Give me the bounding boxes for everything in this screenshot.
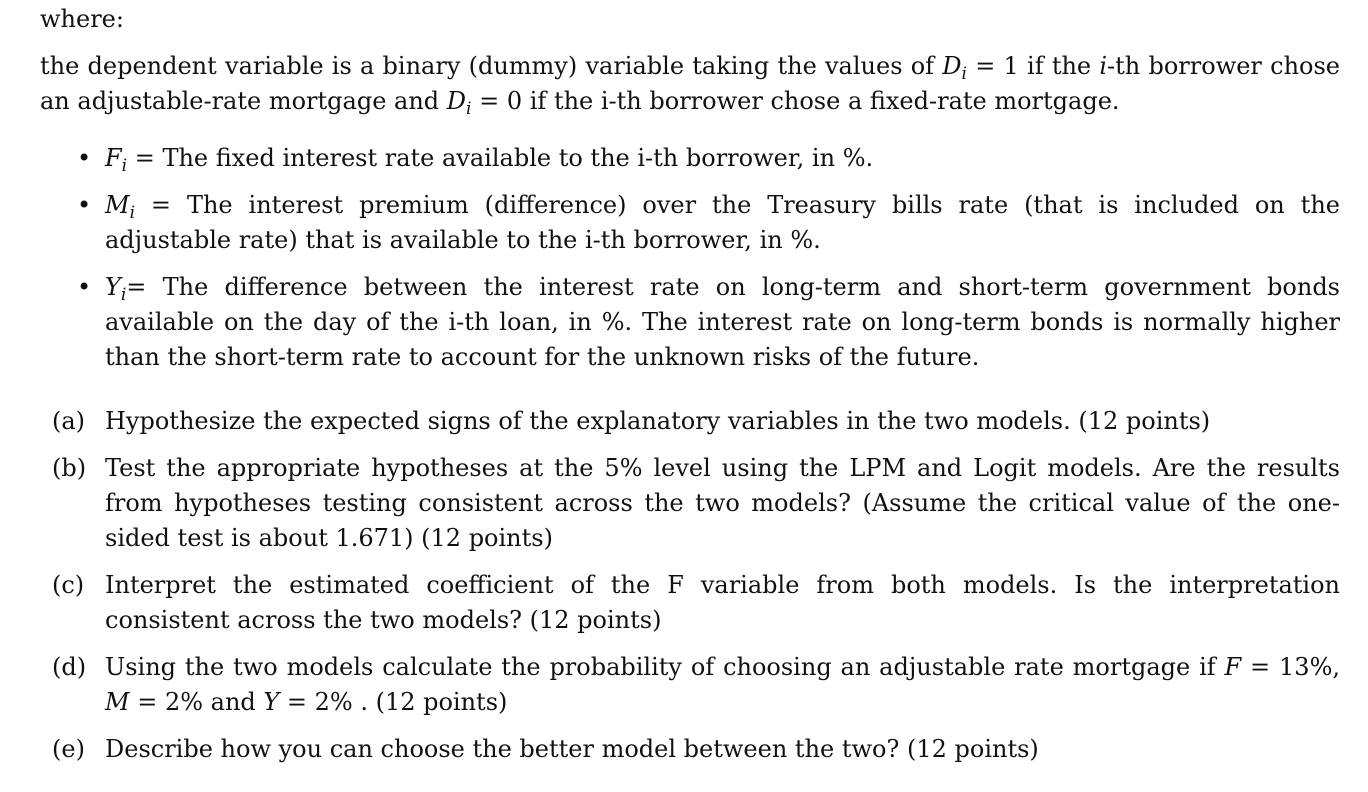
document-page	[40, 2, 1340, 779]
var-m-definition: = The interest premium (difference) over the Treasury bills rate (that is included on the adjustable rate) that is available to the i-th borrower, in %.	[105, 191, 1340, 254]
question-label: (d)	[52, 653, 87, 681]
var-m-subscript: i	[129, 203, 136, 223]
var-d: D	[942, 52, 962, 80]
question-label: (c)	[52, 571, 85, 599]
question-a	[52, 404, 1340, 439]
question-text-part: = 2% . (12 points)	[279, 688, 508, 716]
question-b	[52, 451, 1340, 556]
var-f-subscript: i	[121, 156, 128, 176]
var-m-inline: M	[105, 688, 130, 716]
ith-index: i	[1099, 52, 1108, 80]
bullet-marker: •	[77, 273, 92, 301]
intro-text-2: -th borrower chose an adjustable-rate mortgage and	[40, 52, 1340, 115]
var-y-definition: = The difference between the interest rate on long-term and short-term government bonds available on the day of the i-th loan, in %. The interest rate on long-term bonds is normally higher than the short-term rate to account for the unknown risks of the future.	[105, 273, 1340, 371]
var-d-second: D	[446, 87, 467, 115]
variable-definitions-list	[40, 141, 1340, 375]
var-d-second-subscript: i	[466, 99, 472, 119]
question-label: (a)	[52, 407, 86, 435]
var-d-subscript: i	[961, 64, 967, 84]
bullet-marker: •	[77, 191, 92, 219]
intro-eq-zero: = 0 if the i-th borrower chose a fixed-rate mortgage.	[471, 87, 1120, 115]
question-e	[52, 732, 1340, 767]
intro-eq-one: = 1 if the	[966, 52, 1100, 80]
variable-definition-y	[77, 270, 1340, 375]
intro-text-1: the dependent variable is a binary (dummy) variable taking the values of	[40, 52, 943, 80]
question-text: Interpret the estimated coefficient of the F variable from both models. Is the interpretation consistent across the two models? (12 points)	[105, 571, 1340, 634]
question-label: (e)	[52, 735, 85, 763]
var-y-subscript: i	[120, 285, 127, 305]
intro-paragraph	[40, 49, 1340, 119]
where-label: where:	[40, 5, 124, 33]
question-text: Test the appropriate hypotheses at the 5% level using the LPM and Logit models. Are the results from hypotheses testing consistent across the two models? (Assume the critical value of the one-sided test is about 1.671) (12 points)	[105, 454, 1340, 552]
variable-definition-m	[77, 188, 1340, 258]
question-text-part: Using the two models calculate the probability of choosing an adjustable rate mortgage if	[105, 653, 1225, 681]
question-d	[52, 650, 1340, 720]
var-f: F	[105, 144, 122, 172]
var-f-definition: = The fixed interest rate available to the i-th borrower, in %.	[127, 144, 874, 172]
question-text-part: = 2% and	[129, 688, 264, 716]
var-y: Y	[105, 273, 121, 301]
question-text: Describe how you can choose the better model between the two? (12 points)	[105, 735, 1039, 763]
question-text-part: = 13%,	[1241, 653, 1340, 681]
var-y-inline: Y	[263, 688, 280, 716]
bullet-marker: •	[77, 144, 92, 172]
variable-definition-f	[77, 141, 1340, 176]
var-f-inline: F	[1224, 653, 1242, 681]
question-label: (b)	[52, 454, 87, 482]
question-text: Hypothesize the expected signs of the explanatory variables in the two models. (12 points)	[105, 407, 1211, 435]
question-c	[52, 568, 1340, 638]
questions-list	[40, 404, 1340, 767]
var-m: M	[105, 191, 130, 219]
